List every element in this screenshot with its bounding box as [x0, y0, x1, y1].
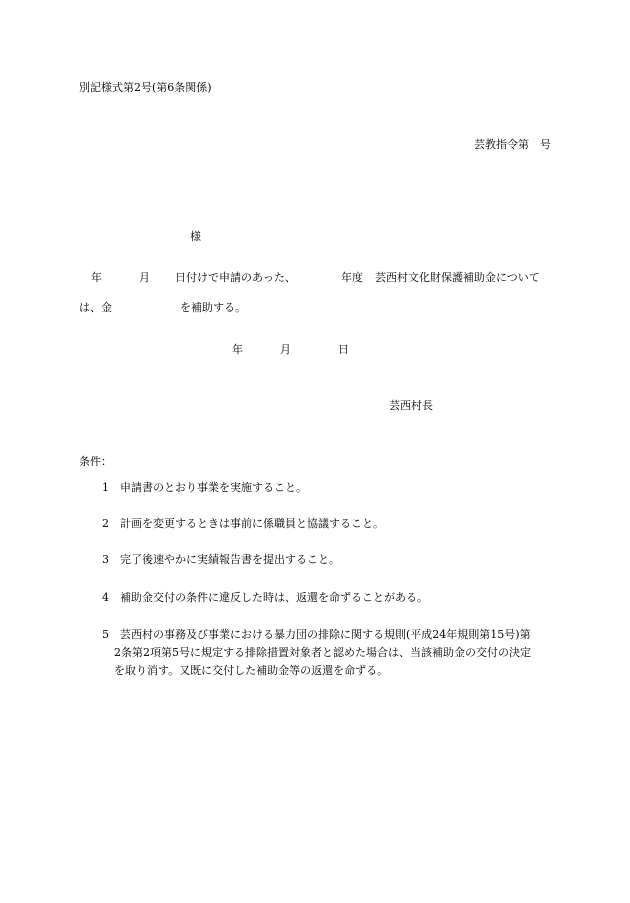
condition-number: 2	[102, 517, 109, 530]
application-day-text: 日付けで申請のあった、	[175, 271, 296, 284]
amount-suffix: を補助する。	[180, 301, 246, 314]
condition-number: 1	[102, 481, 109, 494]
addressee-suffix: 様	[190, 230, 201, 243]
condition-text-line: 2条第2項第5号に規定する排除措置対象者と認めた場合は、当該補助金の交付の決定	[114, 646, 531, 659]
condition-text-line: を取り消す。又既に交付した補助金等の返還を命ずる。	[114, 664, 389, 677]
condition-text	[114, 626, 551, 680]
conditions-label: 条件：	[79, 455, 112, 468]
issue-date-year: 年	[232, 343, 243, 356]
form-label: 別記様式第2号(第6条関係)	[79, 81, 212, 94]
condition-number: 4	[102, 591, 109, 604]
issue-date-day: 日	[338, 343, 349, 356]
condition-text: 計画を変更するときは事前に係職員と協議すること。	[120, 517, 384, 530]
signer-title: 芸西村長	[389, 399, 433, 412]
application-year-label: 年	[91, 271, 102, 284]
condition-text: 申請書のとおり事業を実施すること。	[120, 481, 307, 494]
document-number: 芸教指令第 号	[474, 138, 551, 151]
condition-number: 5	[102, 628, 109, 641]
subsidy-name: 芸西村文化財保護補助金について	[375, 271, 540, 284]
condition-number: 3	[102, 553, 109, 566]
issue-date-month: 月	[280, 343, 291, 356]
fiscal-year-label: 年度	[341, 271, 363, 284]
body-line-2	[79, 301, 246, 315]
condition-text-line: 芸西村の事務及び事業における暴力団の排除に関する規則(平成24年規則第15号)第	[120, 628, 531, 641]
amount-prefix: は、金	[79, 301, 112, 314]
condition-text: 補助金交付の条件に違反した時は、返還を命ずることがある。	[120, 591, 428, 604]
condition-text: 完了後速やかに実績報告書を提出すること。	[120, 553, 340, 566]
application-month-label: 月	[139, 271, 150, 284]
